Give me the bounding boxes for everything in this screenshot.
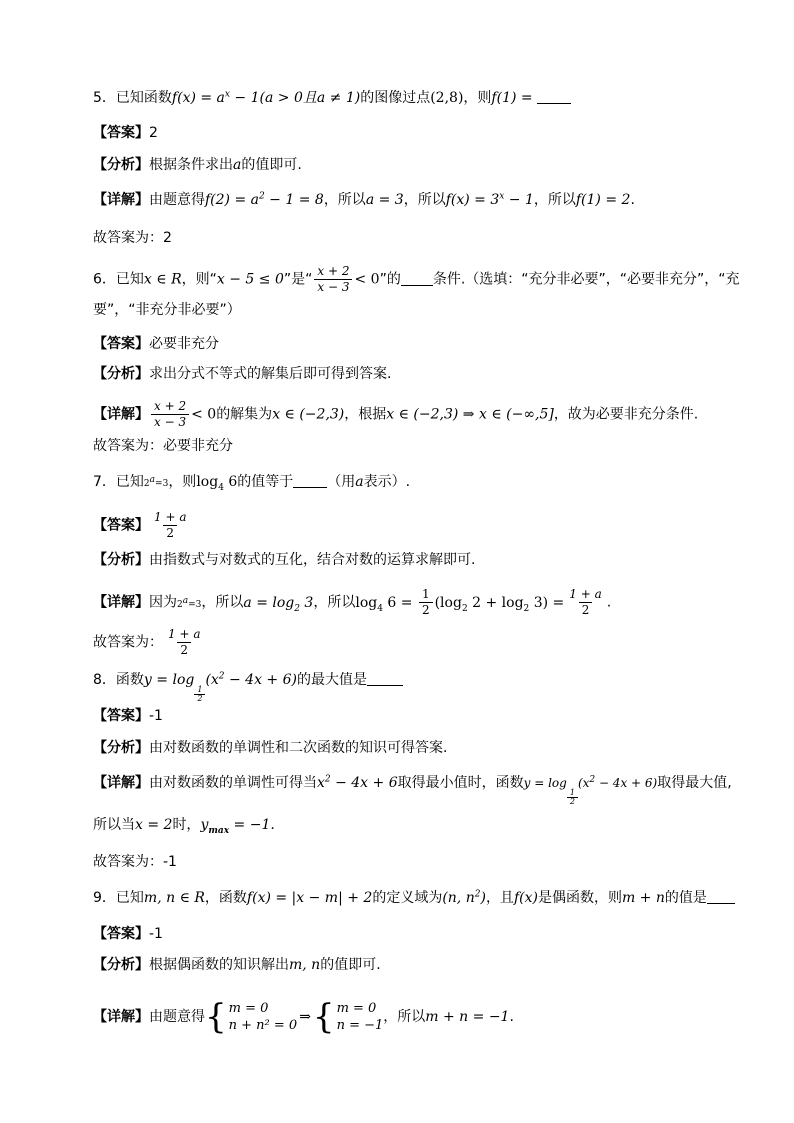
q6-fraction: $\frac{x + 2}{x - 3}$ [314,264,352,295]
answer-tag: 【答案】 [93,125,149,141]
answer-tag: 【答案】 [93,336,149,352]
q9-answer [93,924,163,944]
detail-tag: 【详解】 [93,594,149,611]
q5-text: 5．已知函数 [93,90,172,106]
q5-answer [93,123,158,143]
q7-question: 7．已知$2^a=3$，则$\log_4 6$的值等于 （用a表示）. [93,474,411,493]
answer-blank [293,473,327,488]
detail-tag: 【详解】 [93,192,149,208]
q9-analysis: 【分析】根据偶函数的知识解出m, n的值即可. [93,957,381,973]
q6-question-line-2: 要”，“非充分非必要”） [93,302,241,318]
equation-system-2: { m = 0 n = −1 [312,997,384,1037]
q5-final: 故答案为：2 [93,230,172,246]
analysis-tag: 【分析】 [93,957,149,973]
q7-final: 故答案为： $\frac{1 + a}{2}$ [93,627,201,657]
analysis-tag: 【分析】 [93,740,149,756]
answer-blank [367,671,403,686]
answer-value: -1 [149,708,163,724]
q6-question-line-1: 6．已知x ∈ R，则“x − 5 ≤ 0”是“ $\frac{x + 2}{x - 3}$ < 0”的 条件.（选填：“充分非必要”，“必要非充分”，“充 [93,264,740,294]
q6-final: 故答案为：必要非充分 [93,438,233,454]
answer-tag: 【答案】 [93,517,149,534]
analysis-tag: 【分析】 [93,552,149,568]
q7-detail: 【详解】因为$2^a=3$，所以$a = \log_2 3$，所以$\log_4 6$ = $\frac{1}{2}$ ($\log_2$ $2 + \log_2 3$) = $\frac{1 + a}{2}$ . [93,587,612,617]
q5-text-3: ，则 [463,90,492,106]
q7-answer: 【答案】 $\frac{1 + a}{2}$ [93,510,187,540]
answer-blank [537,89,571,104]
detail-tag: 【详解】 [93,775,149,791]
answer-blank [707,889,735,904]
answer-tag: 【答案】 [93,926,149,942]
q9-question: 9．已知m, n ∈ R，函数f(x) = |x − m| + 2的定义域为(n, $n^2$)，且f(x)是偶函数，则m + n的值是 [93,888,735,908]
analysis-tag: 【分析】 [93,157,149,173]
q8-function: y = log $\frac{1}{2}$ $(x^2 - 4x + 6)$ [143,671,297,703]
q5-question [93,88,571,108]
q6-detail: 【详解】 $\frac{x + 2}{x - 3}$ < 0的解集为x ∈ (−2,3)，根据x ∈ (−2,3) ⇒ x ∈ (−∞,5]，故为必要非充分条件. [93,399,699,429]
q8-final: 故答案为：-1 [93,854,177,870]
q8-answer [93,706,163,726]
q5-f1: f(1) = [491,90,533,106]
equation-system-1: { m = 0 n + n² = 0 [205,997,298,1037]
answer-value: -1 [149,926,163,942]
q8-detail-line-2: 所以当x = 2时，$y_{max} = -1$. [93,817,275,836]
q8-question: 8．函数y = log $\frac{1}{2}$ $(x^2 - 4x + 6)$的最大值是 [93,670,403,703]
detail-tag: 【详解】 [93,406,149,423]
q9-detail: 【详解】由题意得 { m = 0 n + n² = 0 ⇒ { m = 0 n = −1 ，所以m + n = −1. [93,997,514,1037]
q5-function: $f(x) = a^x - 1(a > 0$且a ≠ 1) [171,89,361,106]
answer-value: 必要非充分 [149,336,219,352]
q6-answer [93,334,219,354]
q8-detail-line-1: 【详解】由对数函数的单调性可得当$x^2 - 4x + 6$取得最小值时，函数y = log $\frac{1}{2}$ $(x^2 - 4x + 6)$取得最大值, [93,774,732,806]
q7-analysis: 【分析】由指数式与对数式的互化，结合对数的运算求解即可. [93,552,476,568]
q8-analysis: 【分析】由对数函数的单调性和二次函数的知识可得答案. [93,740,448,756]
q5-text-2: 的图像过点 [360,90,431,106]
q5-point: (2,8) [430,90,464,106]
detail-tag: 【详解】 [93,1009,149,1025]
analysis-tag: 【分析】 [93,366,149,382]
answer-value: 2 [149,125,158,141]
q6-analysis: 【分析】求出分式不等式的解集后即可得到答案. [93,366,392,382]
answer-tag: 【答案】 [93,708,149,724]
q5-analysis: 【分析】根据条件求出a的值即可. [93,157,302,173]
answer-blank [401,271,433,286]
q7-condition: $2^a=3$ [143,475,169,489]
q5-detail: 【详解】由题意得$f(2) = a^2 - 1 = 8$，所以a = 3，所以$f(x) = 3^x - 1$，所以f(1) = 2. [93,191,635,208]
